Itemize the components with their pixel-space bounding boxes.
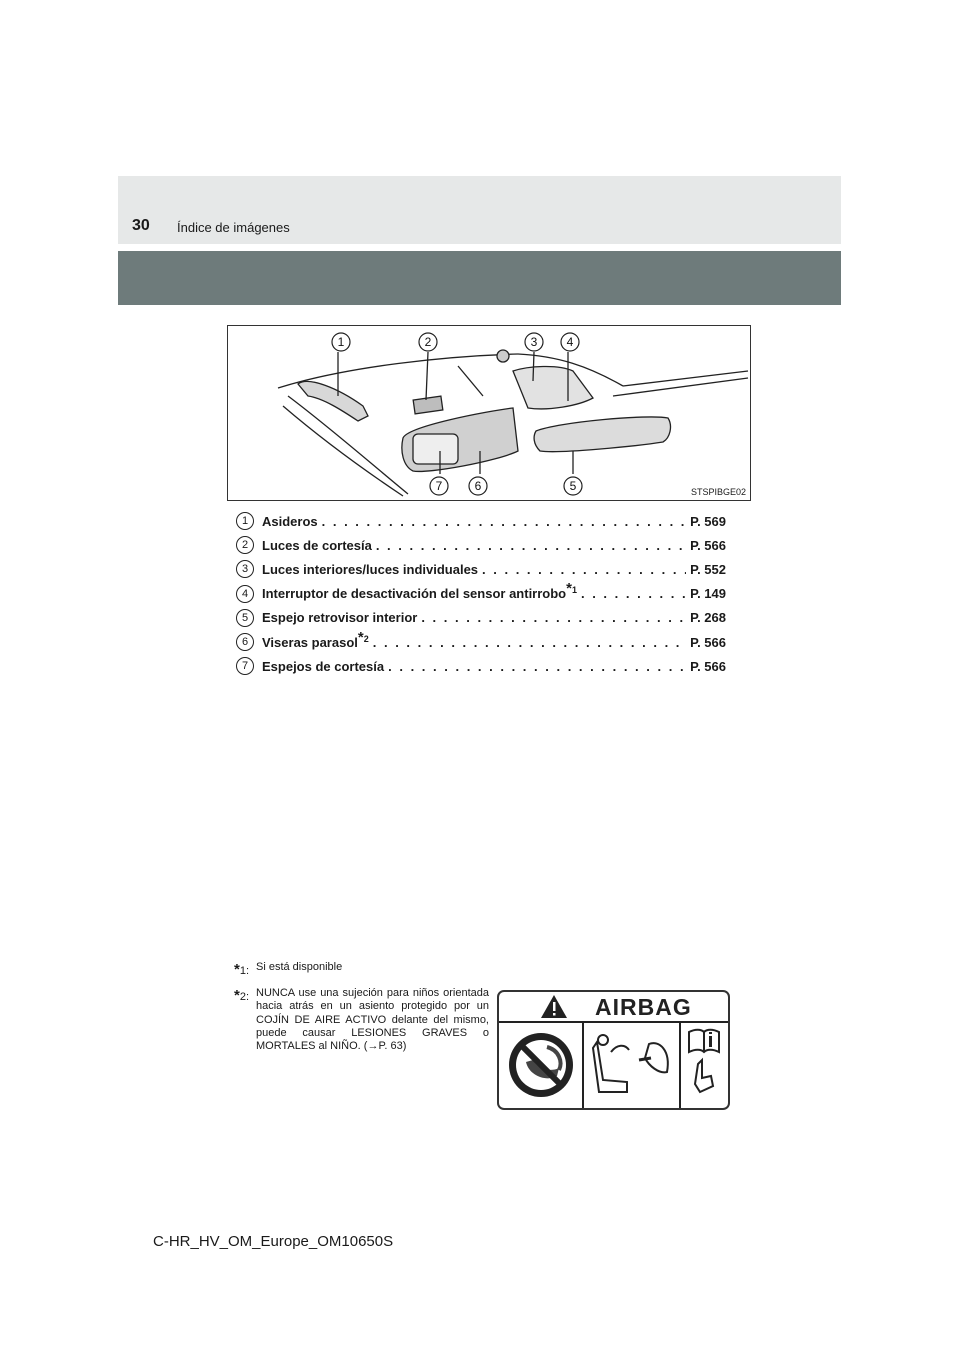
- dot-leader: [373, 635, 686, 650]
- item-label: Luces interiores/luces individuales: [262, 561, 479, 577]
- list-item: [236, 606, 726, 630]
- header-band: [118, 251, 841, 305]
- footnote-1-mark: *1:: [234, 961, 250, 978]
- dot-leader: [482, 562, 686, 577]
- dot-leader: [421, 610, 686, 625]
- footnote-2-mark: *2:: [234, 987, 250, 1004]
- interior-illustration: [227, 325, 751, 501]
- seat-airbag-icon: [593, 1035, 668, 1092]
- item-label: Asideros: [262, 513, 318, 529]
- item-label: Viseras parasol: [262, 634, 358, 650]
- page-reference[interactable]: P. 268: [690, 610, 726, 626]
- item-number: 3: [236, 560, 254, 578]
- footnote-marker: *1: [566, 580, 577, 598]
- item-number: 6: [236, 633, 254, 651]
- dot-leader: [581, 586, 686, 601]
- callout-label: 5: [569, 479, 577, 493]
- item-number: 5: [236, 609, 254, 627]
- footnote-1-text: Si está disponible: [256, 961, 343, 973]
- page-reference[interactable]: P. 149: [690, 586, 726, 602]
- list-item: [236, 630, 726, 654]
- vanity-mirror: [413, 434, 458, 464]
- component-index-list: [236, 509, 726, 678]
- list-item: [236, 533, 726, 557]
- list-item: [236, 557, 726, 581]
- dot-leader: [388, 659, 686, 674]
- footnote-2: [234, 987, 489, 1053]
- page-reference[interactable]: P. 566: [690, 658, 726, 674]
- manual-info-icon: [689, 1030, 719, 1092]
- airbag-warning-label: [497, 990, 730, 1110]
- footnote-2-text: NUNCA use una sujeción para niños orientada hacia atrás en un asiento protegido por un COJÍN DE AIRE ACTIVO delante del mismo, puede causar LESIONES GRAVES o MORTALES al NIÑO. (→P. 63): [256, 987, 489, 1053]
- item-label: Luces de cortesía: [262, 537, 372, 553]
- callout-label: 1: [337, 335, 345, 349]
- courtesy-light: [413, 396, 443, 414]
- callout-label: 3: [530, 335, 538, 349]
- overhead-console: [513, 366, 593, 408]
- figure-code: STSPIBGE02: [690, 487, 746, 497]
- list-item: [236, 654, 726, 678]
- airbag-title: AIRBAG: [595, 994, 692, 1020]
- item-number: 1: [236, 512, 254, 530]
- callout-label: 4: [566, 335, 574, 349]
- item-number: 2: [236, 536, 254, 554]
- no-rear-facing-seat-icon: [509, 1033, 573, 1097]
- callout-label: 6: [474, 479, 482, 493]
- ceiling-drawing: [228, 326, 750, 500]
- warning-triangle-icon: [541, 995, 567, 1018]
- list-item: [236, 509, 726, 533]
- page-reference[interactable]: P. 566: [690, 537, 726, 553]
- section-title: Índice de imágenes: [177, 220, 290, 235]
- list-item: [236, 582, 726, 606]
- callout-label: 2: [424, 335, 432, 349]
- page-reference[interactable]: P. 569: [690, 513, 726, 529]
- item-number: 7: [236, 657, 254, 675]
- page-number: 30: [132, 217, 150, 234]
- item-label: Interruptor de desactivación del sensor antirrobo: [262, 586, 567, 602]
- grab-handle: [298, 381, 368, 421]
- item-label: Espejo retrovisor interior: [262, 610, 418, 626]
- rearview-mirror: [534, 417, 670, 452]
- item-number: 4: [236, 585, 254, 603]
- dot-leader: [376, 538, 686, 553]
- page-reference[interactable]: P. 552: [690, 561, 726, 577]
- dot-leader: [322, 514, 686, 529]
- page-reference[interactable]: P. 566: [690, 634, 726, 650]
- footnote-marker: *2: [357, 628, 369, 646]
- callout-label: 7: [435, 479, 443, 493]
- footnote-1: [234, 961, 342, 978]
- document-id: C-HR_HV_OM_Europe_OM10650S: [153, 1233, 394, 1250]
- item-label: Espejos de cortesía: [262, 658, 385, 674]
